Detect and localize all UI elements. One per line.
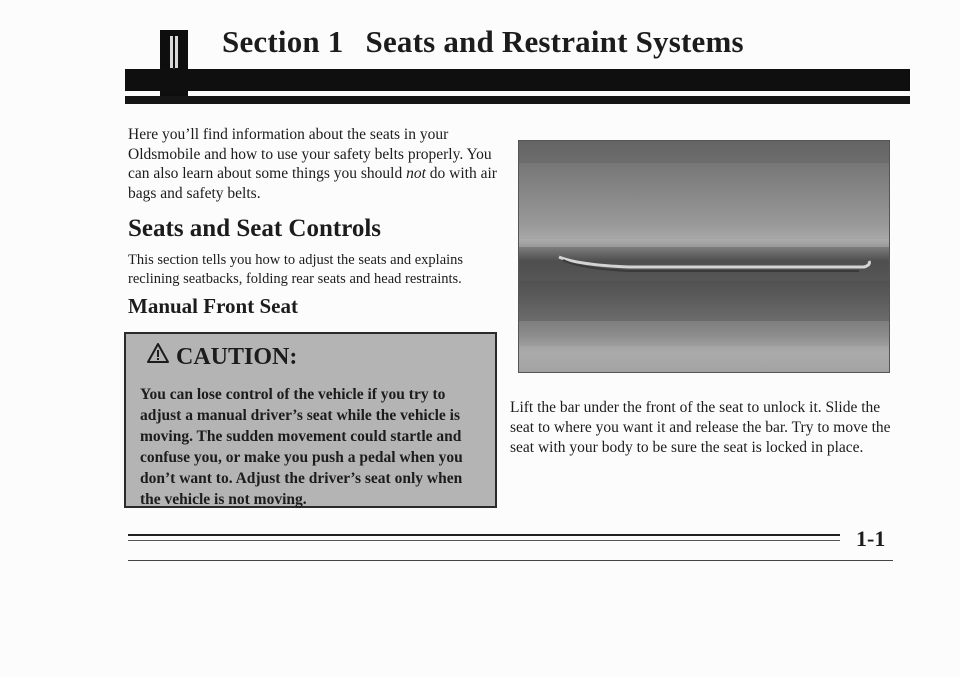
caution-text: You can lose control of the vehicle if you try to adjust a manual driver’s seat while the vehicle is moving. The sudden movement could startle and confuse you, or make you push a pedal when you don’t want to. Adjust the driver’s seat only when the vehicle is not moving. <box>140 386 463 508</box>
intro-emphasis: not <box>406 165 426 182</box>
section-title <box>222 24 744 60</box>
footer-rule-bottom <box>128 560 893 561</box>
caution-box <box>124 332 497 508</box>
manual-seat-heading: Manual Front Seat <box>128 294 298 318</box>
header-rule-thick <box>125 69 910 91</box>
page-number: 1-1 <box>856 526 886 551</box>
caution-title: CAUTION: <box>176 344 298 371</box>
intro-text-before: Here you’ll find information about the seats in your Oldsmobile and how to use your safety belts properly. You can also learn about some things you should <box>128 126 492 182</box>
footer-rule-left-lower <box>128 540 840 541</box>
header-rule-thin <box>125 96 910 104</box>
warning-triangle-icon <box>146 342 170 371</box>
intro-paragraph <box>128 125 498 203</box>
seats-heading: Seats and Seat Controls <box>128 215 382 242</box>
caution-header <box>146 344 297 373</box>
photo-caption: Lift the bar under the front of the seat to unlock it. Slide the seat to where you want it and release the bar. Try to move the seat with your body to be sure the seat is locked in place. <box>510 399 891 456</box>
seats-paragraph: This section tells you how to adjust the seats and explains reclining seatbacks, folding rear seats and head restraints. <box>128 252 464 287</box>
section-name: Seats and Restraint Systems <box>365 24 744 59</box>
seat-adjuster-bar-photo <box>518 140 890 373</box>
footer-rule-left <box>128 534 840 536</box>
section-label: Section 1 <box>222 24 344 59</box>
intro-text-after: do with air bags and safety belts. <box>128 165 497 202</box>
